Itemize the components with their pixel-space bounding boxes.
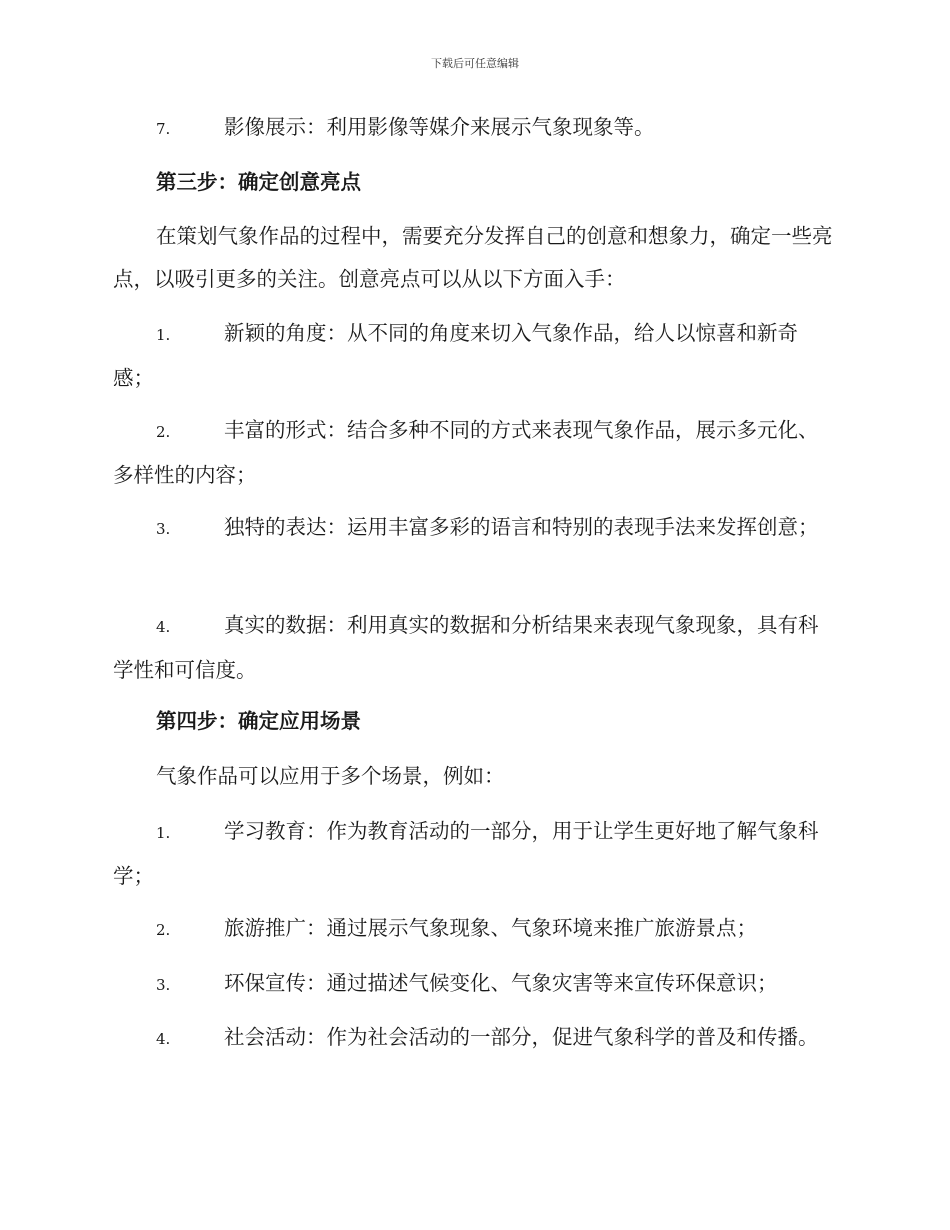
list-text: 社会活动：作为社会活动的一部分，促进气象科学的普及和传播。 xyxy=(224,1025,819,1049)
list-number: 4. xyxy=(156,1030,171,1048)
list-item xyxy=(113,312,835,400)
list-number: 3. xyxy=(156,520,171,538)
list-text: 真实的数据：利用真实的数据和分析结果来表现气象现象，具有科学性和可信度。 xyxy=(113,613,819,682)
list-text: 学习教育：作为教育活动的一部分，用于让学生更好地了解气象科学； xyxy=(113,819,819,888)
list-item xyxy=(113,106,835,151)
list-text: 独特的表达：运用丰富多彩的语言和特别的表现手法来发挥创意； xyxy=(224,515,819,539)
section-intro-step4: 气象作品可以应用于多个场景，例如： xyxy=(156,764,505,788)
list-number: 1. xyxy=(156,326,171,344)
list-number: 3. xyxy=(156,976,171,994)
list-number: 7. xyxy=(156,120,171,138)
list-number: 2. xyxy=(156,921,171,939)
list-item xyxy=(113,409,835,497)
list-item xyxy=(113,506,835,551)
list-item xyxy=(113,810,835,898)
list-item xyxy=(113,907,835,952)
list-text: 旅游推广：通过展示气象现象、气象环境来推广旅游景点； xyxy=(224,916,757,940)
list-text: 环保宣传：通过描述气候变化、气象灾害等来宣传环保意识； xyxy=(224,971,778,995)
list-item xyxy=(113,604,835,692)
list-text: 丰富的形式：结合多种不同的方式来表现气象作品，展示多元化、多样性的内容； xyxy=(113,418,819,487)
list-number: 4. xyxy=(156,618,171,636)
list-text: 新颖的角度：从不同的角度来切入气象作品，给人以惊喜和新奇感； xyxy=(113,321,798,390)
section-heading-step4: 第四步：确定应用场景 xyxy=(156,709,361,733)
list-item xyxy=(113,1016,835,1061)
section-heading-step3: 第三步：确定创意亮点 xyxy=(156,170,361,194)
list-item xyxy=(113,962,835,1007)
page-header: 下载后可任意编辑 xyxy=(431,57,519,70)
list-text: 影像展示：利用影像等媒介来展示气象现象等。 xyxy=(224,115,655,139)
section-intro-step3: 在策划气象作品的过程中，需要充分发挥自己的创意和想象力，确定一些亮点，以吸引更多的关注。创意亮点可以从以下方面入手： xyxy=(113,224,833,291)
list-number: 2. xyxy=(156,423,171,441)
list-number: 1. xyxy=(156,824,171,842)
